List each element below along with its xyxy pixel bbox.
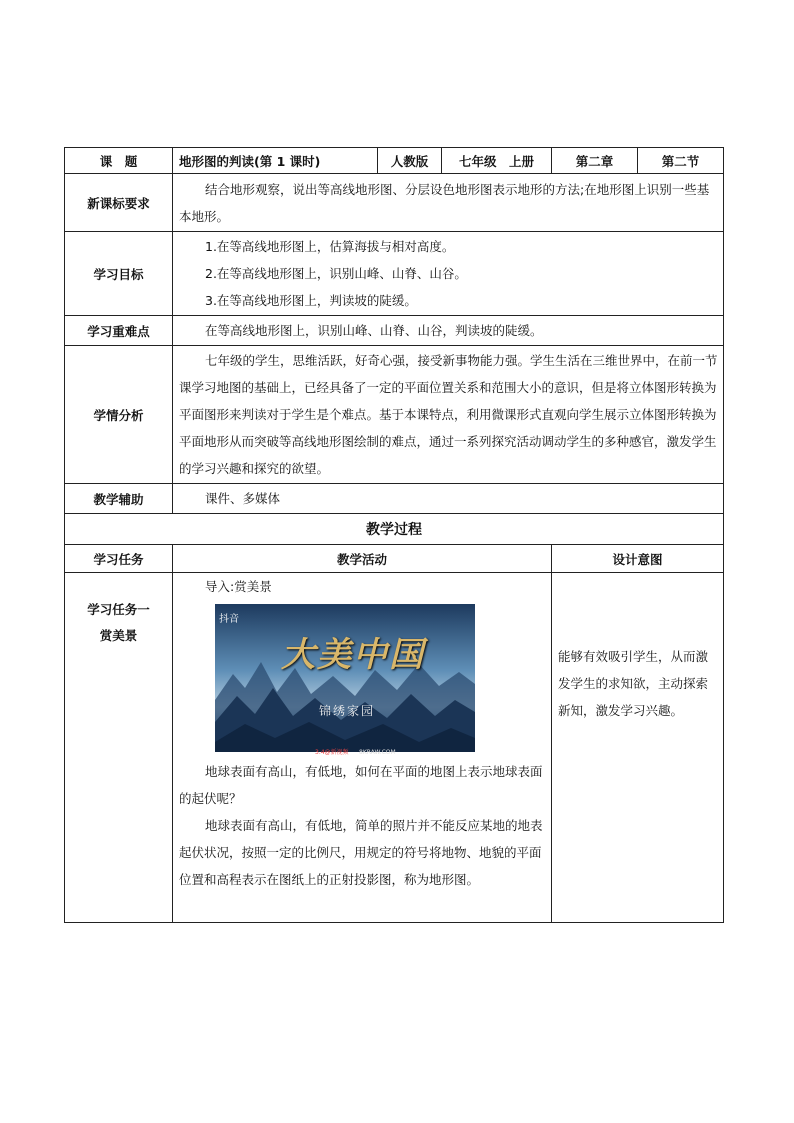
task1-row bbox=[65, 573, 724, 923]
objectives-row bbox=[65, 232, 724, 316]
process-title: 教学过程 bbox=[65, 514, 724, 545]
task1-paragraph: 地球表面有高山，有低地，简单的照片并不能反应某地的地表起伏状况，按照一定的比例尺，用规定的符号将地物、地貌的平面位置和高程表示在图纸上的正射投影图，称为地形图。 bbox=[179, 818, 543, 887]
col-intent-header: 设计意图 bbox=[552, 545, 724, 573]
video-footer-left: 3.4@新视频 bbox=[315, 749, 349, 756]
chapter: 第二章 bbox=[552, 148, 638, 174]
intro-video-image bbox=[215, 604, 475, 756]
objectives-label: 学习目标 bbox=[65, 232, 173, 316]
process-header-row bbox=[65, 545, 724, 573]
edition: 人教版 bbox=[378, 148, 442, 174]
aids-row bbox=[65, 484, 724, 514]
objective-item: 1.在等高线地形图上，估算海拔与相对高度。 bbox=[205, 239, 455, 254]
analysis-label: 学情分析 bbox=[65, 346, 173, 484]
section-number: 第二节 bbox=[638, 148, 724, 174]
key-points-row bbox=[65, 316, 724, 346]
task1-sublabel: 赏美景 bbox=[99, 628, 138, 643]
task1-label: 学习任务一 bbox=[87, 602, 150, 617]
analysis-text: 七年级的学生，思维活跃，好奇心强，接受新事物能力强。学生生活在三维世界中，在前一节课学习地图的基础上，已经具备了一定的平面位置关系和范围大小的意识，但是将立体图形转换为平面图形来判读对于学生是个难点。基于本课特点，利用微课形式直观向学生展示立体图形转换为平面地形从而突破等高线地形图绘制的难点，通过一系列探究活动调动学生的多种感官，激发学生的学习兴趣和探究的欲望。 bbox=[179, 353, 718, 476]
key-points-label: 学习重难点 bbox=[65, 316, 173, 346]
key-points-text: 在等高线地形图上，识别山峰、山脊、山谷，判读坡的陡缓。 bbox=[205, 323, 543, 338]
video-subtitle: 锦绣家园 bbox=[319, 704, 376, 718]
subject-label: 课 题 bbox=[65, 148, 173, 174]
col-task-header: 学习任务 bbox=[65, 545, 173, 573]
grade: 七年级 上册 bbox=[442, 148, 552, 174]
video-title: 大美中国 bbox=[281, 635, 425, 675]
col-activity-header: 教学活动 bbox=[173, 545, 552, 573]
lesson-plan-table bbox=[64, 147, 724, 923]
aids-text: 课件、多媒体 bbox=[205, 491, 281, 506]
analysis-row bbox=[65, 346, 724, 484]
process-title-row bbox=[65, 514, 724, 545]
video-footer-right: 8KRAW.COM bbox=[359, 749, 396, 756]
aids-label: 教学辅助 bbox=[65, 484, 173, 514]
objective-item: 2.在等高线地形图上，识别山峰、山脊、山谷。 bbox=[205, 266, 467, 281]
standards-text: 结合地形观察，说出等高线地形图、分层设色地形图表示地形的方法;在地形图上识别一些基本地形。 bbox=[179, 181, 710, 224]
task1-intent: 能够有效吸引学生，从而激发学生的求知欲，主动探索新知，激发学习兴趣。 bbox=[558, 649, 709, 718]
task1-paragraph: 地球表面有高山，有低地，如何在平面的地图上表示地球表面的起伏呢？ bbox=[179, 764, 543, 806]
lesson-title: 地形图的判读(第 1 课时) bbox=[173, 148, 378, 174]
mountain-landscape bbox=[215, 604, 475, 752]
standards-row bbox=[65, 174, 724, 232]
objective-item: 3.在等高线地形图上，判读坡的陡缓。 bbox=[205, 293, 417, 308]
header-row bbox=[65, 148, 724, 174]
standards-label: 新课标要求 bbox=[65, 174, 173, 232]
task1-intro: 导入:赏美景 bbox=[205, 579, 272, 594]
video-brand: 抖音 bbox=[219, 614, 239, 625]
